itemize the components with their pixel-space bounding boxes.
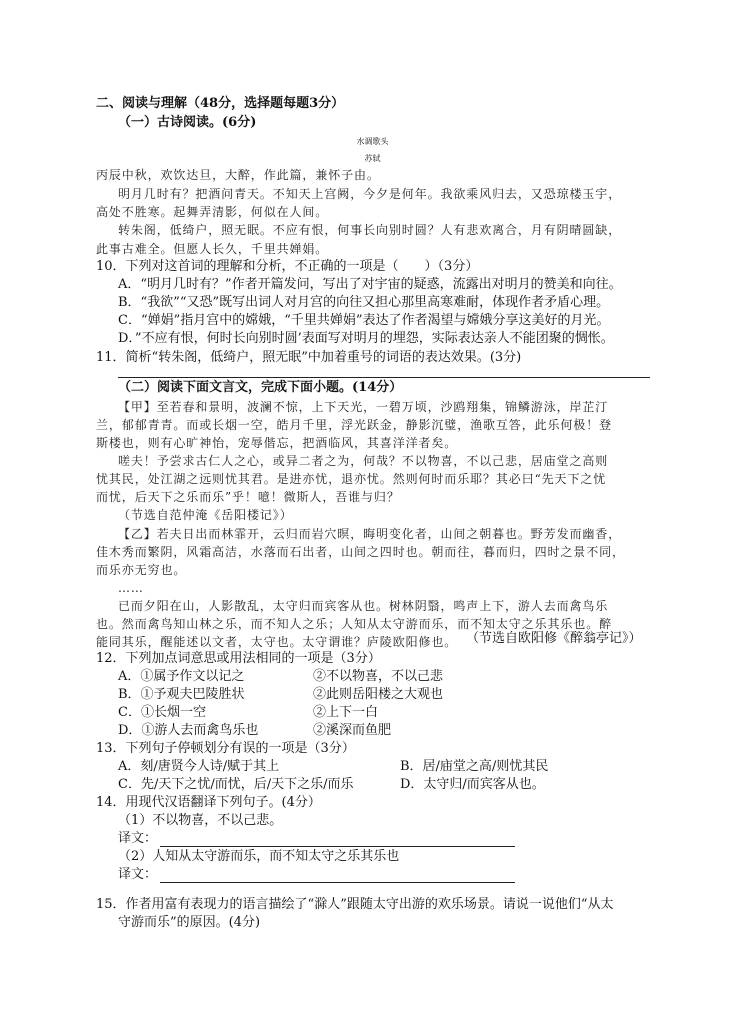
question-13-option-a: A．刻/唐贤今人诗/赋于其上 bbox=[118, 759, 280, 774]
question-12-option-c-2: ②上下一白 bbox=[313, 705, 379, 720]
question-15-line-2: 守游而乐”的原因。(4分) bbox=[118, 915, 261, 930]
passage-yi-line: 已而夕阳在山，人影散乱，太守归而宾客从也。树林阴翳，鸣声上下，游人去而禽鸟乐 bbox=[118, 599, 609, 613]
poem-line: 转朱阁，低绮户，照无眠。不应有恨，何事长向别时圆？人有悲欢离合，月有阴晴圆缺， bbox=[118, 223, 622, 237]
passage-jia-line: 忧其民，处江湖之远则忧其君。是进亦忧，退亦忧。然则何时而乐耶？其必曰“先天下之忧 bbox=[96, 472, 607, 486]
passage-yi-line: 能同其乐，醒能述以文者，太守也。太守谓谁？庐陵欧阳修也。 bbox=[96, 635, 458, 649]
question-12-option-b-2: ②此则岳阳楼之大观也 bbox=[313, 687, 444, 702]
question-11-stem: 11．简析“转朱阁，低绮户，照无眠”中加着重号的词语的表达效果。(3分) bbox=[96, 350, 522, 365]
poem-part-heading: （一）古诗阅读。(6分) bbox=[118, 115, 257, 130]
question-10-stem: 10．下列对这首词的理解和分析，不正确的一项是（ ）（3分） bbox=[96, 259, 479, 274]
answer-line[interactable] bbox=[160, 846, 515, 847]
question-14-sentence-2: （2）人知从太守游而乐，而不知太守之乐其乐也 bbox=[118, 849, 400, 864]
section-heading: 二、阅读与理解（48分，选择题每题3分） bbox=[96, 96, 345, 111]
poem-line: 此事古难全。但愿人长久，千里共婵娟。 bbox=[96, 242, 329, 256]
question-14-sentence-1: （1）不以物喜，不以己悲。 bbox=[118, 813, 283, 828]
passage-jia-line: 嗟夫！予尝求古仁人之心，或异二者之为，何哉？不以物喜，不以己悲，居庙堂之高则 bbox=[118, 454, 609, 468]
passage-jia-line: 【甲】至若春和景明，波澜不惊，上下天光，一碧万顷，沙鸥翔集，锦鳞游泳，岸芷汀 bbox=[118, 400, 609, 414]
prose-part-heading: （二）阅读下面文言文，完成下面小题。(14分） bbox=[118, 380, 403, 395]
question-12-stem: 12．下列加点词意思或用法相同的一项是（3分） bbox=[96, 651, 381, 666]
passage-yi-source: （节选自欧阳修《醉翁亭记》） bbox=[466, 631, 642, 646]
question-12-option-d-1: D．①游人去而禽鸟乐也 bbox=[118, 723, 259, 738]
question-12-option-a-1: A．①属予作文以记之 bbox=[118, 669, 245, 684]
passage-yi-line: 也。然而禽鸟知山林之乐，而不知人之乐；人知从太守游而乐，而不知太守之乐其乐也。醉 bbox=[96, 617, 613, 631]
question-14-answer-label-2: 译文： bbox=[118, 867, 158, 882]
question-15-line-1: 15．作者用富有表现力的语言描绘了“滁人”跟随太守出游的欢乐场景。请说一说他们“从太 bbox=[96, 897, 614, 912]
question-10-option-a: A．“明月几时有？”作者开篇发问，写出了对宇宙的疑惑，流露出对明月的赞美和向往。 bbox=[118, 277, 622, 292]
question-10-option-c: C．“婵娟”指月宫中的嫦娥，“千里共婵娟”表达了作者渴望与嫦娥分享这美好的月光。 bbox=[118, 313, 610, 328]
answer-line[interactable] bbox=[160, 882, 515, 883]
answer-line bbox=[118, 377, 650, 378]
poem-title: 水调歌头 bbox=[356, 137, 389, 146]
question-10-option-d: D．”不应有恨，何时长向别时圆’表面写对明月的埋怨，实际表达亲人不能团聚的惆怅。 bbox=[118, 331, 614, 346]
passage-yi-line: 【乙】若夫日出而林霏开，云归而岩穴暝，晦明变化者，山间之朝暮也。野芳发而幽香， bbox=[118, 527, 622, 541]
question-12-option-c-1: C．①长烟一空 bbox=[118, 705, 206, 720]
poem-line: 高处不胜寒。起舞弄清影，何似在人间。 bbox=[96, 205, 329, 219]
question-13-option-b: B．居/庙堂之高/则忧其民 bbox=[400, 759, 549, 774]
poem-preface: 丙辰中秋，欢饮达旦，大醉，作此篇，兼怀子由。 bbox=[96, 168, 380, 182]
question-13-option-d: D．太守归/而宾客从也。 bbox=[400, 777, 545, 792]
question-14-answer-label-1: 译文： bbox=[118, 831, 158, 846]
question-14-stem: 14．用现代汉语翻译下列句子。(4分） bbox=[96, 795, 321, 810]
question-13-stem: 13．下列句子停顿划分有误的一项是（3分） bbox=[96, 741, 355, 756]
question-12-option-a-2: ②不以物喜，不以己悲 bbox=[313, 669, 444, 684]
passage-jia-line: 兰，郁郁青青。而或长烟一空，皓月千里，浮光跃金，静影沉璧，渔歌互答，此乐何极！登 bbox=[96, 418, 613, 432]
passage-jia-line: 斯楼也，则有心旷神怡，宠辱偕忘，把酒临风，其喜洋洋者矣。 bbox=[96, 436, 458, 450]
question-10-option-b: B．“我欲”“又恐”既写出词人对月宫的向往又担心那里高寒难耐，体现作者矛盾心理。 bbox=[118, 295, 610, 310]
passage-yi-line: 佳木秀而繁阴，风霜高洁，水落而石出者，山间之四时也。朝而往，暮而归，四时之景不同， bbox=[96, 545, 625, 559]
question-12-option-d-2: ②溪深而鱼肥 bbox=[313, 723, 392, 738]
passage-jia-line: 而忧，后天下之乐而乐”乎！噫！微斯人，吾谁与归？ bbox=[96, 490, 400, 504]
question-13-option-c: C．先/天下之忧/而忧，后/天下之乐/而乐 bbox=[118, 777, 354, 792]
passage-jia-source: （节选自范仲淹《岳阳楼记》） bbox=[118, 508, 293, 522]
question-12-option-b-1: B．①予观夫巴陵胜状 bbox=[118, 687, 245, 702]
poem-line: 明月几时有？把酒问青天。不知天上宫阙，今夕是何年。我欲乘风归去，又恐琼楼玉宇， bbox=[118, 187, 622, 201]
passage-yi-line: 而乐亦无穷也。 bbox=[96, 563, 187, 577]
poem-author: 苏轼 bbox=[364, 154, 381, 163]
passage-yi-ellipsis: …… bbox=[118, 581, 144, 595]
